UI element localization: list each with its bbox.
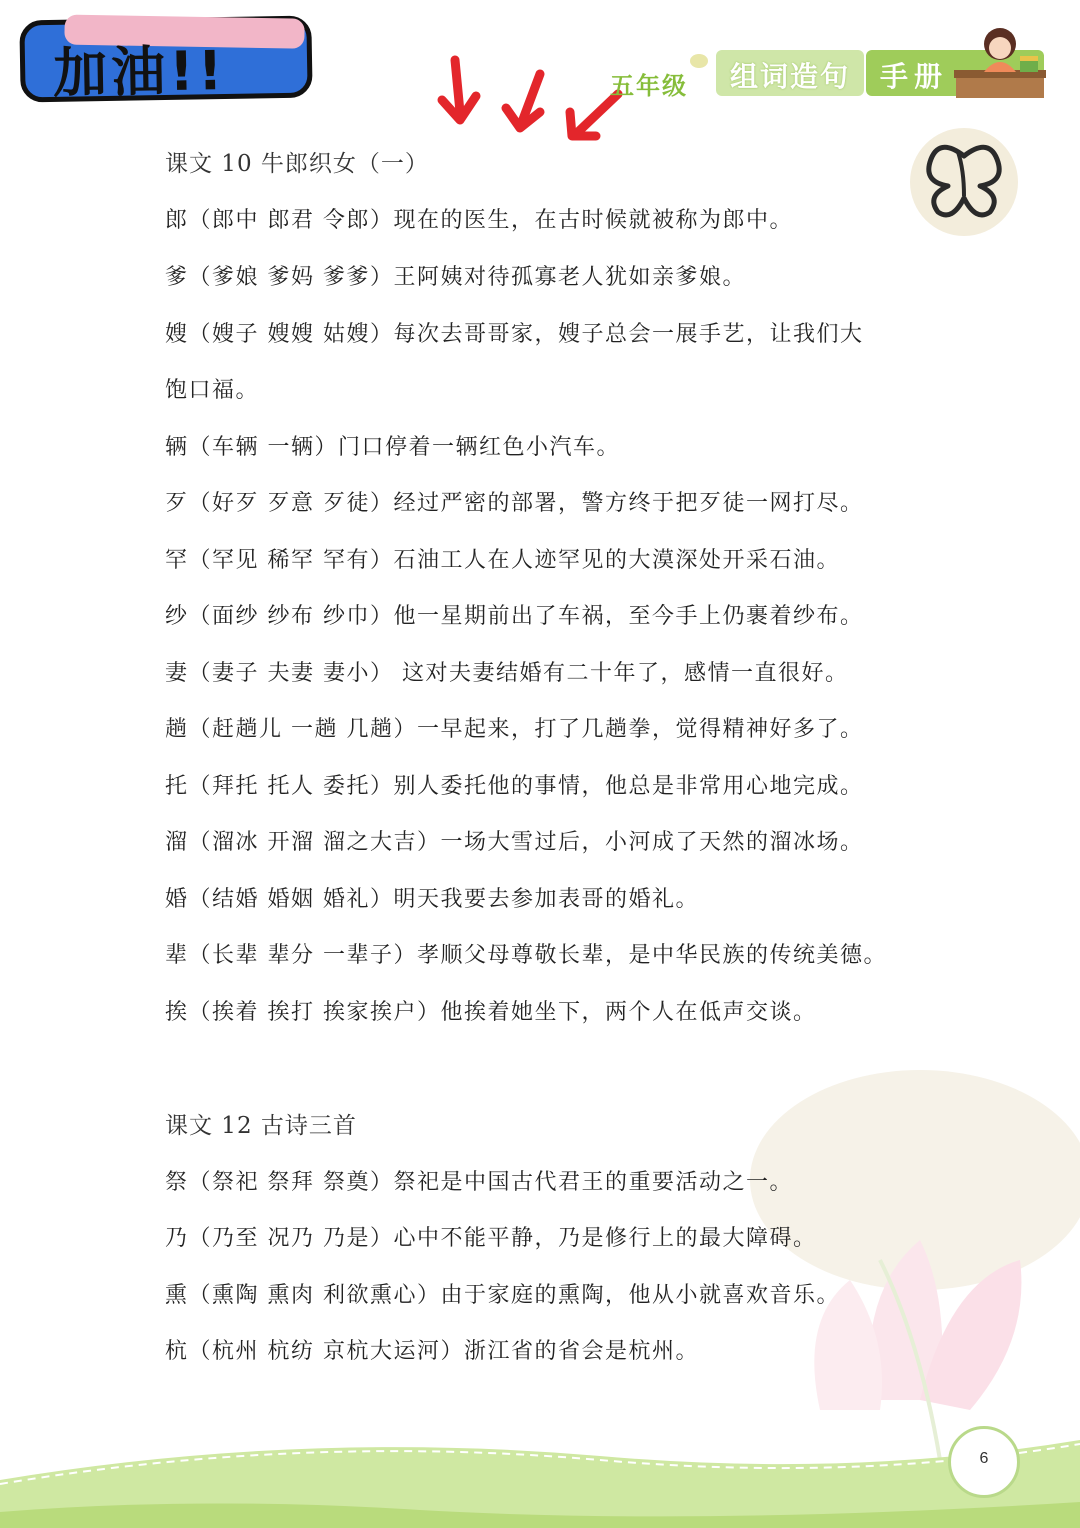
vocab-line: 熏（熏陶 熏肉 利欲熏心）由于家庭的熏陶，他从小就喜欢音乐。 [165, 1283, 840, 1308]
grade-label: 五年级 [610, 72, 688, 100]
page-number: 6 [979, 1450, 989, 1467]
vocab-line: 杭（杭州 杭纺 京杭大运河）浙江省的省会是杭州。 [165, 1339, 699, 1364]
sticker-text: 加油!! [52, 38, 228, 105]
vocab-line: 祭（祭祀 祭拜 祭奠）祭祀是中国古代君王的重要活动之一。 [165, 1170, 793, 1195]
vocab-line: 纱（面纱 纱布 纱巾）他一星期前出了车祸，至今手上仍裹着纱布。 [165, 604, 864, 629]
butterfly-badge-icon [908, 126, 1020, 238]
vocab-line: 趟（赶趟儿 一趟 几趟）一早起来，打了几趟拳，觉得精神好多了。 [165, 717, 864, 742]
decor-dot [690, 54, 708, 68]
vocab-line: 辆（车辆 一辆）门口停着一辆红色小汽车。 [165, 435, 620, 460]
vocab-line: 饱口福。 [165, 378, 260, 403]
book-type: 手册 [880, 60, 949, 93]
jiayou-sticker [19, 15, 312, 105]
section-title-lesson-10: 课文 10 牛郎织女（一） [165, 151, 429, 177]
vocab-line: 罕（罕见 稀罕 罕有）石油工人在人迹罕见的大漠深处开采石油。 [165, 548, 840, 573]
vocab-line: 婚（结婚 婚姻 婚礼）明天我要去参加表哥的婚礼。 [165, 887, 699, 912]
vocab-line: 爹（爹娘 爹妈 爹爹）王阿姨对待孤寡老人犹如亲爹娘。 [165, 265, 746, 290]
teacher-illustration-icon [954, 22, 1046, 100]
section-title-lesson-12: 课文 12 古诗三首 [165, 1113, 357, 1139]
vocab-line: 妻（妻子 夫妻 妻小） 这对夫妻结婚有二十年了，感情一直很好。 [165, 661, 849, 686]
lotus-background-decor [620, 1040, 1080, 1480]
vocab-line: 挨（挨着 挨打 挨家挨户）他挨着她坐下，两个人在低声交谈。 [165, 1000, 817, 1025]
red-arrows-icon [430, 52, 630, 152]
vocab-line: 郎（郎中 郎君 令郎）现在的医生，在古时候就被称为郎中。 [165, 208, 793, 233]
vocab-line: 托（拜托 托人 委托）别人委托他的事情，他总是非常用心地完成。 [165, 774, 864, 799]
vocab-line: 歹（好歹 歹意 歹徒）经过严密的部署，警方终于把歹徒一网打尽。 [165, 491, 864, 516]
green-hill-decor [0, 1420, 1080, 1528]
vocab-line: 乃（乃至 况乃 乃是）心中不能平静，乃是修行上的最大障碍。 [165, 1226, 817, 1251]
vocab-line: 辈（长辈 辈分 一辈子）孝顺父母尊敬长辈，是中华民族的传统美德。 [165, 943, 887, 968]
vocab-line: 溜（溜冰 开溜 溜之大吉）一场大雪过后，小河成了天然的溜冰场。 [165, 830, 864, 855]
book-title: 组词造句 [730, 60, 851, 93]
vocab-line: 嫂（嫂子 嫂嫂 姑嫂）每次去哥哥家，嫂子总会一展手艺，让我们大 [165, 322, 864, 347]
